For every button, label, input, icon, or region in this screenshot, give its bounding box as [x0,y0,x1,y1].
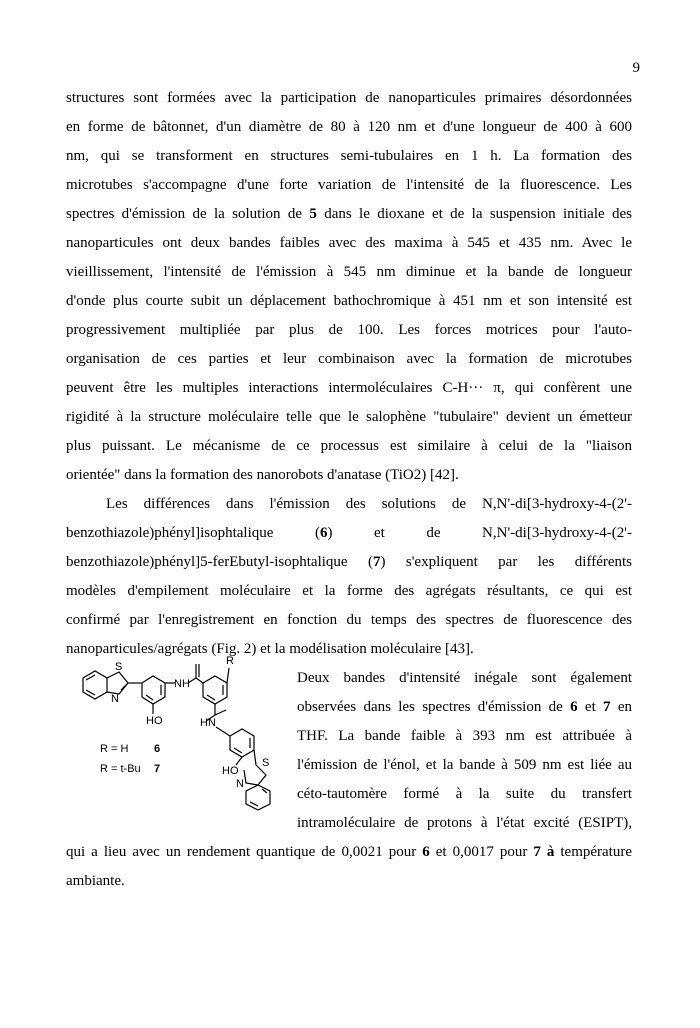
body-line: l'émission de l'énol, et la bande à 509 nm est liée au [297,757,632,773]
body-line: peuvent être les multiples interactions intermoléculaires C-H··· π, qui confèrent une [66,380,632,396]
body-line: Deux bandes d'intensité inégale sont également [297,670,632,686]
atom-label: N [236,778,244,790]
bond [254,750,256,765]
text-run: benzothiazole)phényl]isophtalique ( [66,525,320,541]
atom-label: HO [222,765,239,777]
thiazole-ring [107,672,128,694]
benzene-ring [246,785,270,810]
body-line: Les différences dans l'émission des solutions de N,N'-di[3-hydroxy-4-(2'- [106,496,632,512]
text-run: et [577,699,604,715]
compound-legend-number: 7 [154,763,161,775]
body-line: rigidité à la structure moléculaire telle que le salophène "tubulaire" devient un émetteur [66,409,632,425]
text-run: qui a lieu avec un rendement quantique de 0,0021 pour [66,844,423,860]
atom-label: HO [146,715,163,727]
bond [234,748,242,753]
compound-ref: 7 [603,699,611,715]
body-line [66,842,632,862]
atom-label: R [226,655,234,667]
body-line: orientée" dans la formation des nanorobots d'anatase (TiO2) [42]. [66,467,459,483]
text-run: spectres d'émission de la solution de [66,206,310,222]
text-run: ) et de N,N'-di[3-hydroxy-4-(2'- [327,525,632,541]
text-run: observées dans les spectres d'émission de [297,699,571,715]
body-line: modèles d'empilement moléculaire et la forme des agrégats résultants, ce qui est [66,583,632,599]
compound-ref: 7 à [533,844,555,860]
bond [236,757,242,765]
body-line [297,697,632,717]
atom-label: HN [200,717,216,729]
bond [207,695,215,700]
body-line: nanoparticules/agrégats (Fig. 2) et la modélisation moléculaire [43]. [66,641,474,657]
body-line: microtubes s'accompagne d'une forte variation de l'intensité de la fluorescence. Les [66,177,632,193]
chemical-structure-figure [66,650,291,812]
text-run: en [610,699,633,715]
bond [227,668,229,683]
bond [250,802,258,806]
compound-ref: 6 [319,525,328,541]
compound-legend-number: 6 [154,743,161,755]
compound-ref: 5 [309,206,317,222]
body-line: plus puissant. Le mécanisme de ce processus est similaire à celui de la "liaison [66,438,632,454]
body-line: nanoparticules ont deux bandes faibles avec des maxima à 545 et 435 nm. Avec le [66,235,632,251]
bond [196,678,203,683]
body-line: organisation de ces parties et leur combinaison avec la formation de microtubes [66,351,632,367]
text-run: dans le dioxane et de la suspension initiale des [316,206,632,222]
body-line: céto-tautomère formé à la suite du transfert [297,786,632,802]
text-run: et 0,0017 pour [429,844,534,860]
bond [216,727,230,736]
bond [121,684,127,690]
atom-label: S [262,757,270,769]
body-line [66,204,632,224]
body-line: confirmé par l'enregistrement en fonction du temps des spectres de fluorescence des [66,612,632,628]
body-line: structures sont formées avec la participation de nanoparticules primaires désordonnées [66,90,632,106]
body-line [66,552,632,572]
body-line: progressivement multipliée par plus de 100. Les forces motrices pour l'auto- [66,322,632,338]
atom-label: NH [174,678,190,690]
body-line: intramoléculaire de protons à l'état excité (ESIPT), [297,815,632,831]
atom-label: S [115,661,123,673]
body-line [66,523,632,543]
body-line: nm, qui se transforment en structures semi-tubulaires en 1 h. La formation des [66,148,632,164]
body-line: d'onde plus courte subit un déplacement bathochromique à 451 nm et son intensité est [66,293,632,309]
compound-ref: 7 [372,554,381,570]
bond [215,710,226,715]
compound-ref: 6 [422,844,430,860]
body-line: en forme de bâtonnet, d'un diamètre de 80 à 120 nm et d'une longueur de 400 à 600 [66,119,632,135]
body-line: THF. La bande faible à 393 nm est attribuée à [297,728,632,744]
page-number: 9 [632,60,640,76]
body-line: ambiante. [66,873,125,889]
compound-legend-substituent: R = H [100,743,129,755]
bond [146,695,153,700]
body-line: vieillissement, l'intensité de l'émission à 545 nm diminue et la bande de longueur [66,264,632,280]
text-run: benzothiazole)phényl]5-ferEbutyl-isophtalique ( [66,554,373,570]
atom-label: N [111,693,119,705]
compound-legend-substituent: R = t-Bu [100,763,141,775]
compound-ref: 6 [570,699,578,715]
text-run: ) s'expliquent par les différents [380,554,633,570]
chemical-structure-drawing [66,650,291,812]
text-run: température [554,844,633,860]
